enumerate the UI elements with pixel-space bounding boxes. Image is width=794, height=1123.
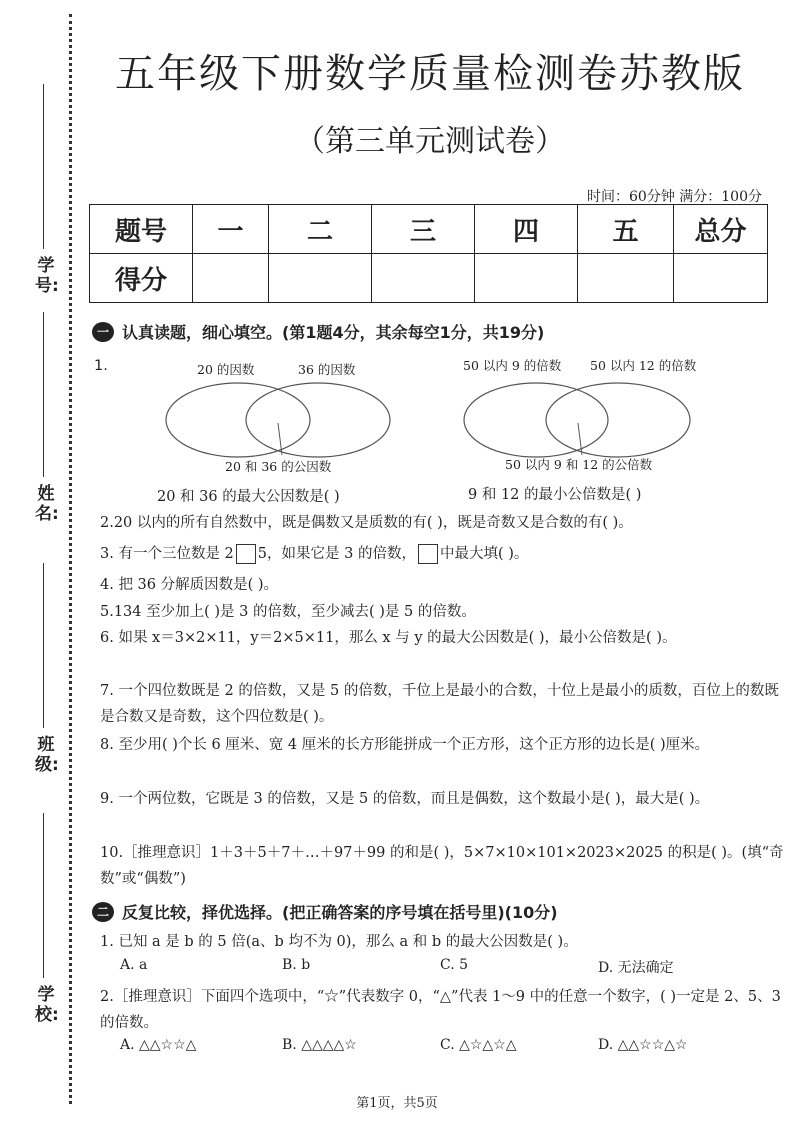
section-2-heading [92,900,558,923]
section-1-badge: 一 [92,322,114,342]
choice-2-option-d[interactable]: D. △△☆☆△☆ [598,1037,688,1053]
question-3[interactable] [100,541,790,567]
score-table-header-row [90,205,768,254]
venn-right-ellipse [246,383,390,457]
section-1-title: 认真读题，细心填空。(第1题4分，其余每空1分，共19分) [122,323,545,342]
score-cell[interactable] [193,254,269,303]
score-table-score-row [90,254,768,303]
class-line [43,563,44,728]
question-10[interactable]: 10.［推理意识］1＋3＋5＋7＋…＋97＋99 的和是( )，5×7×10×101×2023×2025 的积是( )。(填“奇数”或“偶数”) [100,845,784,887]
school-line [43,813,44,978]
question-9[interactable]: 9. 一个两位数，它既是 3 的倍数，又是 5 的倍数，而且是偶数，这个数最小是( )，最大是( )。 [100,791,710,807]
score-cell[interactable] [674,254,768,303]
score-row-label: 得分 [90,254,193,303]
section-1-heading [92,320,544,343]
question-3-part-b: 5，如果它是 3 的倍数， [257,546,416,562]
digit-blank-box[interactable] [418,544,438,564]
student-number-label: 学号: [35,256,59,296]
venn2-bottom-label: 50 以内 9 和 12 的公倍数 [505,457,653,472]
school-label: 学校: [35,985,59,1025]
venn1-answer[interactable]: 20 和 36 的最大公因数是( ) [157,489,340,505]
score-header-cell: 五 [578,205,674,254]
score-cell[interactable] [475,254,578,303]
page-subtitle: （第三单元测试卷） [295,124,565,159]
student-name-line [43,312,44,477]
score-cell[interactable] [269,254,372,303]
student-name-field[interactable] [18,312,68,552]
question-4[interactable]: 4. 把 36 分解质因数是( )。 [100,577,279,593]
section-2-title: 反复比较，择优选择。(把正确答案的序号填在括号里)(10分) [122,903,558,922]
question-7[interactable]: 7. 一个四位数既是 2 的倍数，又是 5 的倍数，千位上是最小的合数，十位上是最小的质数，百位上的数既是合数又是奇数，这个四位数是( )。 [100,683,779,725]
choice-2-option-b[interactable]: B. △△△△☆ [282,1037,357,1053]
student-name-label: 姓名: [35,484,59,524]
choice-1-option-b[interactable]: B. b [282,957,311,973]
class-field[interactable] [18,563,68,803]
score-header-cell: 题号 [90,205,193,254]
venn1-right-label: 36 的因数 [298,362,356,377]
choice-1-option-c[interactable]: C. 5 [440,957,469,973]
score-header-cell: 总分 [674,205,768,254]
score-cell[interactable] [578,254,674,303]
choice-2-option-a[interactable]: A. △△☆☆△ [120,1037,197,1053]
page-number: 第1页，共5页 [356,1096,438,1111]
venn1-bottom-label: 20 和 36 的公因数 [225,459,332,474]
score-header-cell: 一 [193,205,269,254]
venn2-right-label: 50 以内 12 的倍数 [590,358,697,373]
choice-2-option-c[interactable]: C. △☆△☆△ [440,1037,517,1053]
choice-question-2[interactable]: 2.［推理意识］下面四个选项中，“☆”代表数字 0，“△”代表 1～9 中的任意一个数字，( )一定是 2、5、3 的倍数。 [100,989,781,1031]
question-1-number: 1. [94,358,108,374]
time-and-score-info: 时间：60分钟 满分：100分 [587,189,762,205]
page-title: 五年级下册数学质量检测卷苏教版 [115,51,745,97]
school-field[interactable] [18,813,68,1053]
score-table [89,204,768,303]
score-header-cell: 三 [372,205,475,254]
question-2[interactable]: 2.20 以内的所有自然数中，既是偶数又是质数的有( )，既是奇数又是合数的有( )。 [100,515,633,531]
binding-dashed-line [69,14,72,1104]
class-label: 班级: [35,735,59,775]
venn-left-ellipse [464,383,608,457]
venn1-left-label: 20 的因数 [197,362,255,377]
digit-blank-box[interactable] [236,544,256,564]
score-cell[interactable] [372,254,475,303]
choice-1-option-d[interactable]: D. 无法确定 [598,960,674,976]
question-6[interactable]: 6. 如果 x＝3×2×11，y＝2×5×11，那么 x 与 y 的最大公因数是( )，最小公倍数是( )。 [100,630,677,646]
section-2-badge: 二 [92,902,114,922]
score-header-cell: 四 [475,205,578,254]
venn2-answer[interactable]: 9 和 12 的最小公倍数是( ) [468,487,642,503]
student-number-line [43,84,44,249]
venn2-left-label: 50 以内 9 的倍数 [463,358,562,373]
question-3-part-c: 中最大填( )。 [439,546,529,562]
question-5[interactable]: 5.134 至少加上( )是 3 的倍数，至少减去( )是 5 的倍数。 [100,604,476,620]
student-number-field[interactable] [18,84,68,324]
venn-right-ellipse [546,383,690,457]
question-8[interactable]: 8. 至少用( )个长 6 厘米、宽 4 厘米的长方形能拼成一个正方形，这个正方形的边长是( )厘米。 [100,737,710,753]
venn-left-ellipse [166,383,310,457]
question-3-part-a: 3. 有一个三位数是 2 [100,546,234,562]
score-header-cell: 二 [269,205,372,254]
choice-question-1[interactable]: 1. 已知 a 是 b 的 5 倍(a、b 均不为 0)，那么 a 和 b 的最大公因数是( )。 [100,934,578,950]
choice-1-option-a[interactable]: A. a [120,957,148,973]
